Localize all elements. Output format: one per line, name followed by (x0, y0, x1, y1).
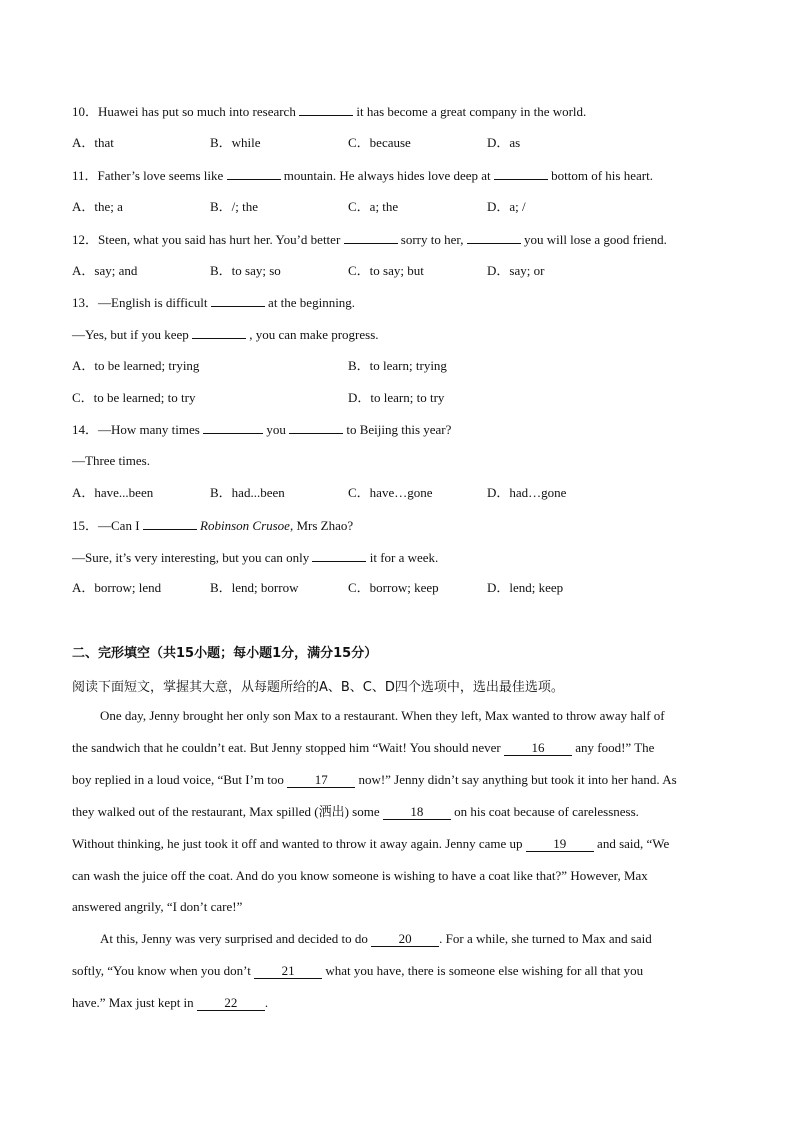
option-d: D．lend; keep (487, 580, 564, 595)
option-a: A．borrow; lend (72, 580, 162, 595)
question-13-stem (72, 294, 355, 311)
option-c: C．have…gone (348, 485, 433, 500)
option-d: D．had…gone (487, 485, 567, 500)
q12-text-c: you will lose a good friend. (523, 232, 667, 247)
q10-text-after: it has become a great company in the world. (356, 104, 587, 119)
question-10-stem (72, 103, 586, 120)
answer-blank (203, 421, 263, 434)
option-d: D．say; or (487, 263, 545, 278)
passage-line (72, 836, 669, 852)
section-instruction: 阅读下面短文，掌握其大意，从每题所给的A、B、C、D四个选项中，选出最佳选项。 (72, 680, 564, 695)
question-15-response (72, 549, 438, 566)
q14-text-a: 14．—How many times (72, 422, 200, 437)
q11-text-b: mountain. He always hides love deep at (283, 168, 491, 183)
cloze-blank-18: 18 (383, 805, 451, 820)
question-15-stem (72, 517, 353, 534)
passage-text: have.” Max just kept in (72, 995, 194, 1010)
passage-text: they walked out of the restaurant, Max spilled (洒出) some (72, 804, 380, 819)
q11-text-a: 11．Father’s love seems like (72, 168, 224, 183)
q13-text-a: 13．—English is difficult (72, 295, 208, 310)
question-11-stem (72, 167, 653, 184)
option-a: A．say; and (72, 263, 138, 278)
option-c: C．to say; but (348, 263, 424, 278)
answer-blank (289, 421, 343, 434)
passage-text: and said, “We (597, 836, 670, 851)
option-b: B．/; the (210, 199, 259, 214)
cloze-blank-22: 22 (197, 996, 265, 1011)
passage-text: on his coat because of carelessness. (454, 804, 639, 819)
answer-blank (299, 103, 353, 116)
question-14-response: —Three times. (72, 453, 150, 468)
option-b: B．had...been (210, 485, 285, 500)
passage-text: what you have, there is someone else wishing for all that you (325, 963, 644, 978)
answer-blank (227, 167, 281, 180)
passage-text: . For a while, she turned to Max and said (439, 931, 652, 946)
passage-line (72, 963, 643, 979)
answer-blank (494, 167, 548, 180)
passage-line (72, 995, 268, 1011)
q13-text-b: at the beginning. (268, 295, 356, 310)
answer-blank (211, 294, 265, 307)
passage-text: now!” Jenny didn’t say anything but took it into her hand. As (358, 772, 677, 787)
cloze-blank-19: 19 (526, 837, 594, 852)
option-d: D．to learn; to try (348, 390, 445, 405)
option-b: B．to say; so (210, 263, 281, 278)
q11-text-c: bottom of his heart. (551, 168, 653, 183)
answer-blank (143, 517, 197, 530)
q12-text-a: 12．Steen, what you said has hurt her. You’d better (72, 232, 341, 247)
q15-text-a: 15．—Can I (72, 518, 140, 533)
q12-text-b: sorry to her, (400, 232, 464, 247)
passage-text: boy replied in a loud voice, “But I’m too (72, 772, 284, 787)
option-a: A．have...been (72, 485, 154, 500)
q13-text-c: —Yes, but if you keep (72, 327, 189, 342)
passage-line: One day, Jenny brought her only son Max to a restaurant. When they left, Max wanted to throw away half of (100, 708, 665, 723)
answer-blank (344, 231, 398, 244)
passage-line (72, 772, 677, 788)
option-a: A．that (72, 135, 114, 150)
option-c: C．a; the (348, 199, 399, 214)
option-d: D．as (487, 135, 521, 150)
q10-text-before: 10．Huawei has put so much into research (72, 104, 296, 119)
section-heading: 二、完形填空（共15小题；每小题1分，满分15分） (72, 646, 378, 661)
passage-text: At this, Jenny was very surprised and decided to do (100, 931, 368, 946)
passage-line: answered angrily, “I don’t care!” (72, 899, 243, 914)
answer-blank (312, 549, 366, 562)
passage-text: . (264, 995, 269, 1010)
q14-text-b: you (266, 422, 286, 437)
question-14-stem (72, 421, 451, 438)
answer-blank (192, 326, 246, 339)
option-a: A．to be learned; trying (72, 358, 200, 373)
cloze-blank-17: 17 (287, 773, 355, 788)
answer-blank (467, 231, 521, 244)
q15-text-d: it for a week. (369, 550, 439, 565)
option-b: B．to learn; trying (348, 358, 447, 373)
passage-line (72, 740, 654, 756)
passage-text: Without thinking, he just took it off and wanted to throw it away again. Jenny came up (72, 836, 523, 851)
q15-text-b: , Mrs Zhao? (289, 518, 354, 533)
q14-text-c: to Beijing this year? (346, 422, 452, 437)
question-13-response (72, 326, 379, 343)
cloze-blank-21: 21 (254, 964, 322, 979)
passage-text: any food!” The (575, 740, 655, 755)
option-c: C．because (348, 135, 411, 150)
passage-line (100, 931, 652, 947)
q15-text-c: —Sure, it’s very interesting, but you can only (72, 550, 310, 565)
cloze-blank-20: 20 (371, 932, 439, 947)
passage-line: can wash the juice off the coat. And do you know someone is wishing to have a coat like that?” However, Max (72, 868, 648, 883)
option-b: B．while (210, 135, 261, 150)
passage-line (72, 804, 639, 820)
passage-text: softly, “You know when you don’t (72, 963, 251, 978)
option-c: C．borrow; keep (348, 580, 439, 595)
option-c: C．to be learned; to try (72, 390, 196, 405)
cloze-blank-16: 16 (504, 741, 572, 756)
passage-text: the sandwich that he couldn’t eat. But Jenny stopped him “Wait! You should never (72, 740, 501, 755)
option-b: B．lend; borrow (210, 580, 299, 595)
book-title: Robinson Crusoe (200, 518, 290, 533)
option-a: A．the; a (72, 199, 123, 214)
q13-text-d: , you can make progress. (249, 327, 379, 342)
option-d: D．a; / (487, 199, 526, 214)
question-12-stem (72, 231, 667, 248)
